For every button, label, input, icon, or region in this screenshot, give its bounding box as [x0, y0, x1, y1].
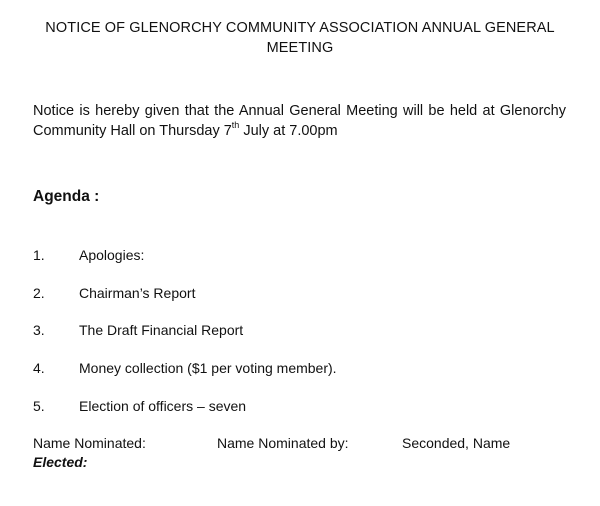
- notice-date-suffix: th: [231, 120, 240, 131]
- agenda-item-number: 3.: [33, 322, 45, 338]
- seconded-name-label: Seconded, Name: [402, 435, 511, 451]
- title-line-2: MEETING: [266, 40, 334, 56]
- agenda-item-number: 5.: [33, 398, 45, 414]
- agenda-heading: Agenda :: [33, 188, 100, 205]
- agenda-item-text: Chairman’s Report: [79, 285, 196, 301]
- title-line-1: NOTICE OF GLENORCHY COMMUNITY ASSOCIATION ANNUAL GENERAL: [45, 20, 555, 36]
- nomination-fields-row: [33, 434, 573, 452]
- agenda-item-financial-report: [33, 321, 243, 339]
- name-nominated-by-label: Name Nominated by:: [217, 435, 349, 451]
- meeting-notice-paragraph: [33, 101, 566, 141]
- elected-label: Elected:: [33, 454, 88, 470]
- notice-text-end: July at 7.00pm: [239, 123, 338, 139]
- agenda-item-chairmans-report: [33, 284, 195, 302]
- agenda-item-number: 2.: [33, 285, 45, 301]
- agenda-item-text: The Draft Financial Report: [79, 322, 244, 338]
- name-nominated-label: Name Nominated:: [33, 435, 146, 451]
- agenda-item-text: Election of officers – seven: [79, 398, 247, 414]
- notice-text-start: Notice is hereby given that the Annual General Meeting will be held at Glenorchy Community Hall on Thursday 7: [33, 103, 566, 139]
- agenda-item-text: Money collection ($1 per voting member).: [79, 360, 337, 376]
- agenda-item-number: 4.: [33, 360, 45, 376]
- agenda-item-election: [33, 397, 246, 415]
- document-title: [20, 18, 580, 58]
- agenda-item-number: 1.: [33, 247, 45, 263]
- agenda-item-money-collection: [33, 359, 337, 377]
- agenda-item-apologies: [33, 246, 144, 264]
- agenda-item-text: Apologies:: [79, 247, 145, 263]
